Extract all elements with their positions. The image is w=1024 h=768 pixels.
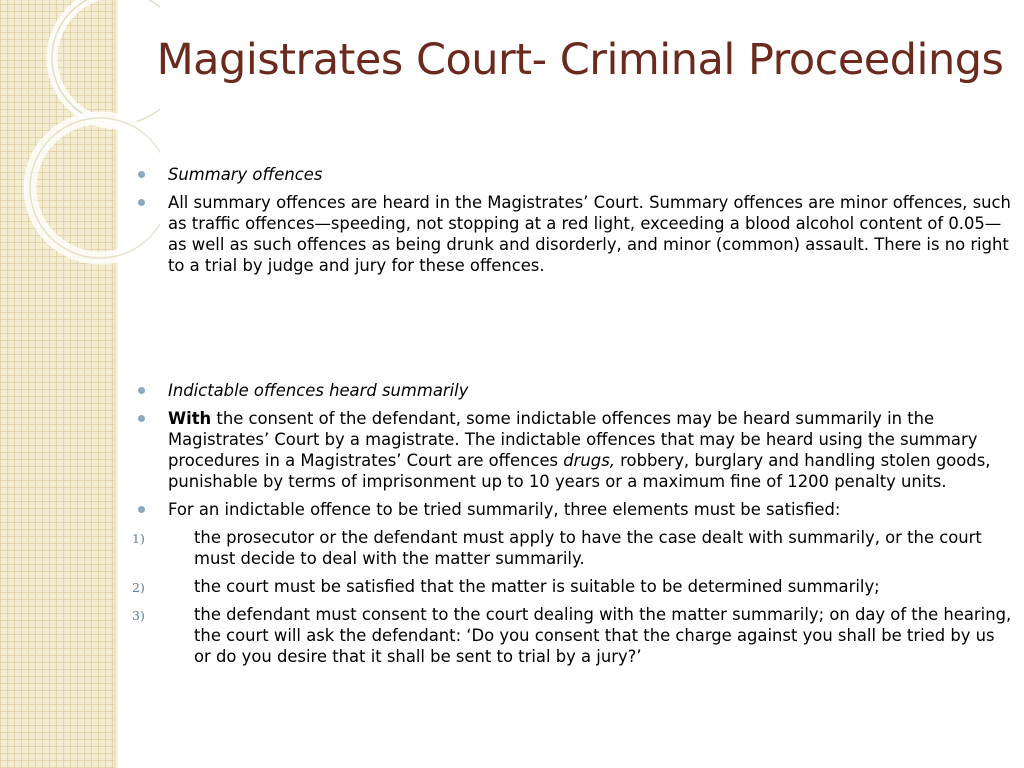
bullet-summary-offences-body <box>132 192 1012 276</box>
item-number: 3) <box>132 608 145 623</box>
slide-title: Magistrates Court- Criminal Proceedings <box>156 35 1004 85</box>
bullet-indictable-heading <box>132 380 1012 401</box>
item-text: the prosecutor or the defendant must apply to have the case dealt with summarily, or the court must decide to deal with the matter summarily. <box>194 528 982 568</box>
numbered-item-3 <box>132 604 1012 667</box>
bullet-dot <box>138 171 145 178</box>
item-text: the defendant must consent to the court dealing with the matter summarily; on day of the hearing, the court will ask the defendant: ‘Do you consent that the charge against you shall be tried by us or do you desire that it shall be sent to trial by a jury?’ <box>194 605 1012 666</box>
bullet-text: Indictable offences heard summarily <box>168 381 469 400</box>
bullet-lead-word: With <box>168 409 212 428</box>
bullet-text: Summary offences <box>168 165 323 184</box>
bullet-indictable-body <box>132 408 1012 492</box>
numbered-item-2 <box>132 576 1012 597</box>
item-number: 2) <box>132 580 145 595</box>
bullet-text: All summary offences are heard in the Magistrates’ Court. Summary offences are minor offences, such as traffic offences—speeding, not stopping at a red light, exceeding a blood alcohol content of 0.05—as well as such offences as being drunk and disorderly, and minor (common) assault. There is no right to a trial by judge and jury for these offences. <box>168 193 1011 275</box>
spacer <box>132 283 1012 380</box>
slide-body <box>132 164 1012 674</box>
numbered-item-1 <box>132 527 1012 569</box>
bullet-italic-word: drugs, <box>563 451 615 470</box>
bullet-summary-offences-heading <box>132 164 1012 185</box>
bullet-text-part-b: robbery, burglary and handling stolen goods, punishable by terms of imprisonment up to 10 years or a maximum fine of 1200 penalty units. <box>168 451 991 491</box>
bullet-dot <box>138 387 145 394</box>
bullet-dot <box>138 415 145 422</box>
item-text: the court must be satisfied that the matter is suitable to be determined summarily; <box>194 577 880 596</box>
bullet-three-elements <box>132 499 1012 520</box>
item-number: 1) <box>132 531 145 546</box>
bullet-dot <box>138 506 145 513</box>
bullet-dot <box>138 199 145 206</box>
bullet-text: For an indictable offence to be tried summarily, three elements must be satisfied: <box>168 500 841 519</box>
bullet-text-part-a: the consent of the defendant, some indictable offences may be heard summarily in the Magistrates’ Court by a magistrate. The indictable offences that may be heard using the summary procedures in a Magistrates’ Court are offences <box>168 409 978 470</box>
